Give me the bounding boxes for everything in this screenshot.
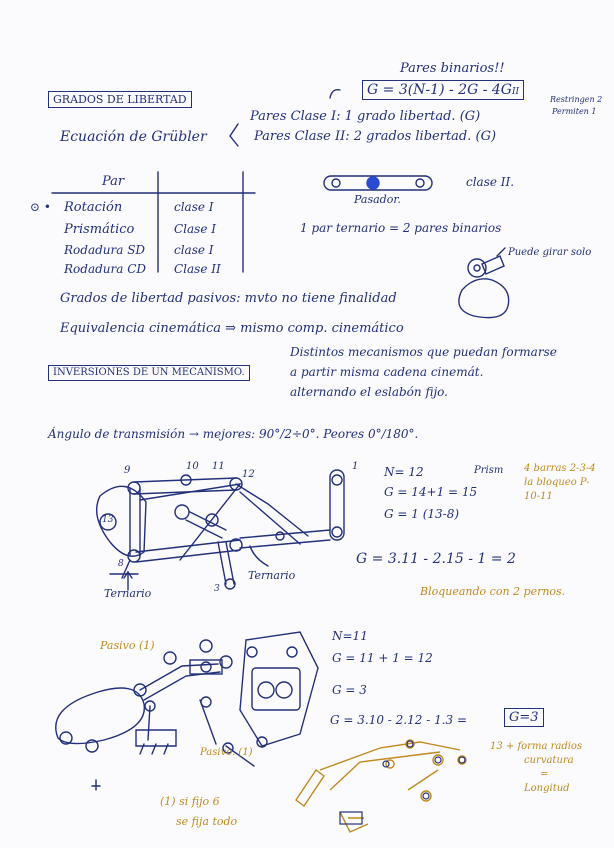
pasivo-label-2: Pasivo. (1)	[200, 747, 253, 758]
mechanism-1	[97, 470, 344, 590]
ternario-right: Ternario	[248, 569, 296, 582]
row-par-0: Rotación	[64, 200, 123, 215]
calc1-g2: G = 1 (13-8)	[384, 507, 460, 521]
row-par-3: Rodadura CD	[64, 262, 147, 276]
mech1-label-10: 10	[186, 461, 199, 472]
grubler-formula-sub: II	[511, 87, 520, 97]
row-clase-2: clase I	[174, 243, 214, 257]
mech1-label-11: 11	[212, 461, 225, 472]
inversiones-title: INVERSIONES DE UN MECANISMO.	[48, 365, 250, 381]
inversiones-text-1: Distintos mecanismos que puedan formarse	[290, 345, 557, 359]
calc2-n: N=11	[332, 629, 368, 643]
calc1-n: N= 12	[384, 465, 424, 479]
calc2-gold-1: 13 + forma radios	[490, 741, 583, 752]
calc2-bottom-2: se fija todo	[176, 815, 238, 828]
clase1-text: Pares Clase I: 1 grado libertad. (G)	[250, 109, 481, 124]
calc2-gold-3: =	[540, 769, 549, 780]
grubler-formula-text: G = 3(N-1) - 2G - 4G	[367, 82, 512, 98]
angulo-transmision: Ángulo de transmisión → mejores: 90°/2÷0°. Peores 0°/180°.	[48, 427, 419, 441]
row-par-2: Rodadura SD	[64, 243, 146, 257]
formula-arrow	[330, 90, 340, 98]
mech1-label-3: 3	[214, 584, 220, 594]
ground-blob	[459, 279, 509, 318]
mech1-label-13: 13	[102, 515, 114, 525]
inversiones-text-2: a partir misma cadena cinemát.	[290, 365, 484, 379]
mechanism-2	[56, 632, 318, 790]
pasador-label: Pasador.	[354, 193, 401, 206]
mech1-label-1: 1	[352, 461, 359, 472]
girar-note: Puede girar solo	[508, 247, 592, 258]
row-mark: ⊙ •	[30, 200, 51, 214]
table-header-par: Par	[102, 174, 125, 189]
pasador-end	[332, 179, 340, 187]
pasivo-label-1: Pasivo (1)	[100, 639, 155, 652]
mech1-label-12: 12	[242, 469, 255, 480]
calc1-prism: Prism	[474, 465, 504, 476]
mech1-label-8: 8	[118, 559, 124, 569]
pasivos-note: Grados de libertad pasivos: mvto no tiene finalidad	[60, 291, 397, 306]
calc2-result: G = 3.10 - 2.12 - 1.3 =	[330, 713, 468, 727]
inversiones-text-3: alternando el eslabón fijo.	[290, 385, 448, 399]
ecuacion-grubler: Ecuación de Grübler	[60, 129, 207, 145]
clase2-side: clase II.	[466, 175, 515, 189]
equivalencia-note: Equivalencia cinemática ⇒ mismo comp. cinemático	[60, 321, 404, 336]
row-clase-0: clase I	[174, 200, 214, 214]
restringen-note: Restringen 2	[550, 95, 603, 104]
calc2-gold-4: Longitud	[524, 783, 570, 794]
row-par-1: Prismático	[64, 222, 135, 237]
calc2-g2: G = 3	[332, 683, 367, 697]
grubler-formula	[362, 80, 524, 100]
calc2-gold-2: curvatura	[524, 755, 574, 766]
calc2-result-box: G=3	[504, 708, 544, 727]
ternario-note: 1 par ternario = 2 pares binarios	[300, 221, 502, 235]
row-clase-3: Clase II	[174, 262, 221, 276]
pares-binarios-note: Pares binarios!!	[400, 61, 505, 76]
mech1-label-9: 9	[124, 465, 131, 476]
calc2-g: G = 11 + 1 = 12	[332, 651, 433, 665]
calc1-g: G = 14+1 = 15	[384, 485, 478, 499]
clase2-text: Pares Clase II: 2 grados libertad. (G)	[254, 129, 497, 144]
grados-title: GRADOS DE LIBERTAD	[48, 91, 192, 108]
calc1-result: G = 3.11 - 2.15 - 1 = 2	[356, 551, 516, 567]
row-clase-1: Clase I	[174, 222, 216, 236]
calc1-gold-note: 4 barras 2-3-4 la bloqueo P-10-11	[524, 463, 596, 502]
gold-sketch	[296, 740, 466, 832]
calc2-bottom-1: (1) si fijo 6	[160, 795, 220, 808]
ternario-left: Ternario	[104, 587, 152, 600]
bottom-sketch-blue	[340, 741, 465, 824]
brace-icon	[230, 124, 238, 146]
permiten-note: Permiten 1	[552, 107, 597, 116]
calc1-bloqueado: Bloqueando con 2 pernos.	[420, 585, 566, 598]
pasador-pin	[367, 177, 379, 189]
